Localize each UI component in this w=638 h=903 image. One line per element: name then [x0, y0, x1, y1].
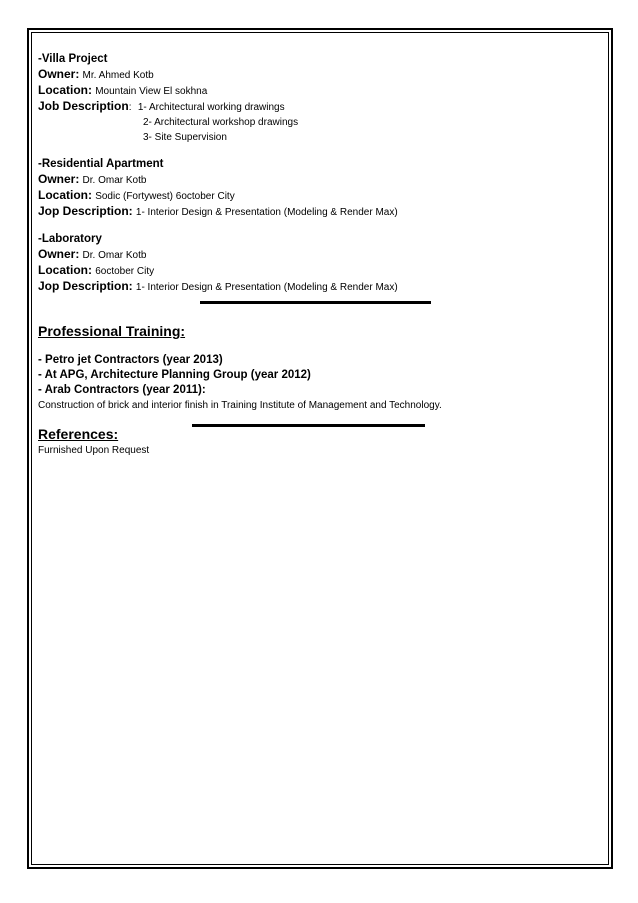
- job-item: 2- Architectural workshop drawings: [143, 117, 299, 128]
- project-laboratory: [38, 232, 598, 295]
- job-label: Job Description: [38, 99, 129, 113]
- location-label: Location:: [38, 83, 92, 97]
- project-villa: [38, 52, 598, 145]
- training-item: - At APG, Architecture Planning Group (year 2012): [38, 369, 311, 381]
- location-label: Location:: [38, 263, 92, 277]
- job-label: Jop Description:: [38, 204, 133, 218]
- project-title: -Laboratory: [38, 233, 102, 245]
- section-title: Professional Training:: [38, 323, 186, 339]
- job-item: 1- Interior Design & Presentation (Modeling & Render Max): [135, 207, 398, 218]
- owner-label: Owner:: [38, 172, 80, 186]
- job-item: 3- Site Supervision: [143, 132, 227, 143]
- location-value: Mountain View El sokhna: [95, 86, 208, 97]
- training-item: - Arab Contractors (year 2011):: [38, 384, 206, 396]
- section-title: References:: [38, 426, 119, 442]
- location-value: 6october City: [95, 266, 155, 277]
- job-sep: :: [128, 102, 132, 113]
- references-section: [38, 425, 598, 458]
- owner-label: Owner:: [38, 247, 80, 261]
- training-item: - Petro jet Contractors (year 2013): [38, 354, 223, 366]
- job-item: 1- Interior Design & Presentation (Modeling & Render Max): [135, 282, 398, 293]
- resume-content: [38, 52, 598, 458]
- location-label: Location:: [38, 188, 92, 202]
- project-residential: [38, 157, 598, 220]
- owner-label: Owner:: [38, 67, 80, 81]
- location-value: Sodic (Fortywest) 6october City: [95, 191, 235, 202]
- training-section: [38, 322, 598, 413]
- owner-value: Mr. Ahmed Kotb: [82, 70, 154, 81]
- project-title: -Villa Project: [38, 53, 108, 65]
- training-description: Construction of brick and interior finish in Training Institute of Management and Technology.: [38, 400, 442, 411]
- owner-value: Dr. Omar Kotb: [82, 175, 147, 186]
- job-label: Jop Description:: [38, 279, 133, 293]
- job-item: 1- Architectural working drawings: [137, 102, 285, 113]
- references-text: Furnished Upon Request: [38, 445, 150, 456]
- owner-value: Dr. Omar Kotb: [82, 250, 147, 261]
- project-title: -Residential Apartment: [38, 158, 164, 170]
